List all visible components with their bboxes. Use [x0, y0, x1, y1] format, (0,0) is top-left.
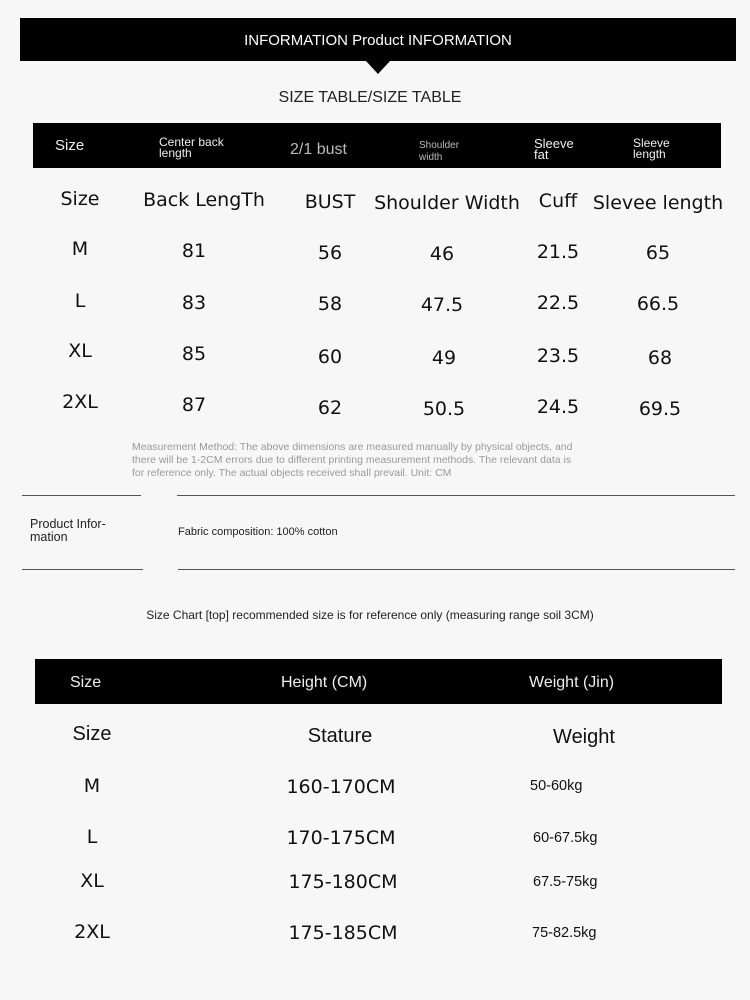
header-bust: 2/1 bust [290, 141, 347, 158]
divider [22, 569, 143, 570]
table-cell: 81 [181, 240, 207, 262]
col-label-cuff: Cuff [538, 190, 578, 212]
table-cell: 23.5 [536, 345, 580, 367]
table-cell: 87 [181, 394, 207, 416]
banner-pointer [366, 61, 390, 74]
divider [177, 495, 735, 496]
table-cell: 47.5 [420, 294, 464, 316]
table-cell: XL [68, 340, 92, 362]
chart-weight: 75-82.5kg [532, 925, 597, 941]
chart-cell: M [83, 775, 101, 797]
col-label-sleeve-length: Slevee length [592, 192, 724, 214]
header-center-back: Center back length [159, 135, 224, 160]
table-cell: 50.5 [422, 398, 466, 420]
col-label-size: Size [72, 723, 112, 745]
table-cell: 56 [317, 242, 343, 264]
table-cell: 24.5 [536, 396, 580, 418]
fabric-composition: Fabric composition: 100% cotton [178, 526, 338, 538]
product-info-label: Product Infor- mation [30, 517, 106, 544]
header-sleeve-length: Sleeve length [633, 136, 670, 161]
divider [22, 495, 141, 496]
table-cell: 62 [317, 397, 343, 419]
table-cell: 65 [645, 242, 671, 264]
col-label-weight: Weight [553, 726, 615, 748]
divider [178, 569, 735, 570]
table-cell: 58 [317, 293, 343, 315]
banner-title: INFORMATION Product INFORMATION [244, 32, 512, 49]
header-weight: Weight (Jin) [529, 674, 615, 691]
table-cell: 69.5 [638, 398, 682, 420]
info-banner [20, 18, 736, 61]
chart-cell: 160-170CM [286, 776, 396, 798]
chart-weight: 50-60kg [530, 778, 583, 794]
chart-cell: 2XL [74, 921, 110, 943]
table-cell: 60 [317, 346, 343, 368]
table-cell: 85 [181, 343, 207, 365]
chart-cell: L [86, 826, 98, 848]
table-cell: L [74, 290, 86, 312]
table-cell: 21.5 [536, 241, 580, 263]
chart-cell: 170-175CM [286, 827, 396, 849]
table-cell: 2XL [62, 391, 98, 413]
header-size: Size [55, 137, 85, 154]
chart-weight: 67.5-75kg [533, 874, 598, 890]
chart-cell: 175-185CM [288, 922, 398, 944]
size-chart-note: Size Chart [top] recommended size is for reference only (measuring range soil 3CM) [146, 608, 594, 622]
col-label-shoulder-width: Shoulder Width [374, 192, 520, 214]
col-label-bust: BUST [304, 191, 356, 213]
size-table-title: SIZE TABLE/SIZE TABLE [278, 89, 462, 106]
header-sleeve-fat: Sleeve fat [534, 136, 574, 162]
size-table-header [33, 123, 721, 168]
table-cell: 49 [431, 347, 457, 369]
chart-weight: 60-67.5kg [533, 830, 598, 846]
table-cell: 68 [647, 347, 673, 369]
col-label-back-length: Back LengTh [143, 189, 265, 211]
table-cell: 46 [429, 243, 455, 265]
size-chart-header [35, 659, 722, 704]
header-shoulder: Shoulder width [419, 140, 460, 163]
col-label-size: Size [60, 188, 100, 210]
measurement-note: Measurement Method: The above dimensions are measured manually by physical objects, and there will be 1-2CM errors due to different printing measurement methods. The relevant data is for reference only. The actual objects received shall prevail. Unit: CM [132, 441, 573, 479]
col-label-stature: Stature [307, 725, 373, 747]
table-cell: 66.5 [636, 293, 680, 315]
header-size: Size [70, 674, 102, 691]
chart-cell: 175-180CM [288, 871, 398, 893]
header-height: Height (CM) [281, 674, 368, 691]
chart-cell: XL [80, 870, 104, 892]
table-cell: M [71, 238, 89, 260]
table-cell: 22.5 [536, 292, 580, 314]
table-cell: 83 [181, 292, 207, 314]
